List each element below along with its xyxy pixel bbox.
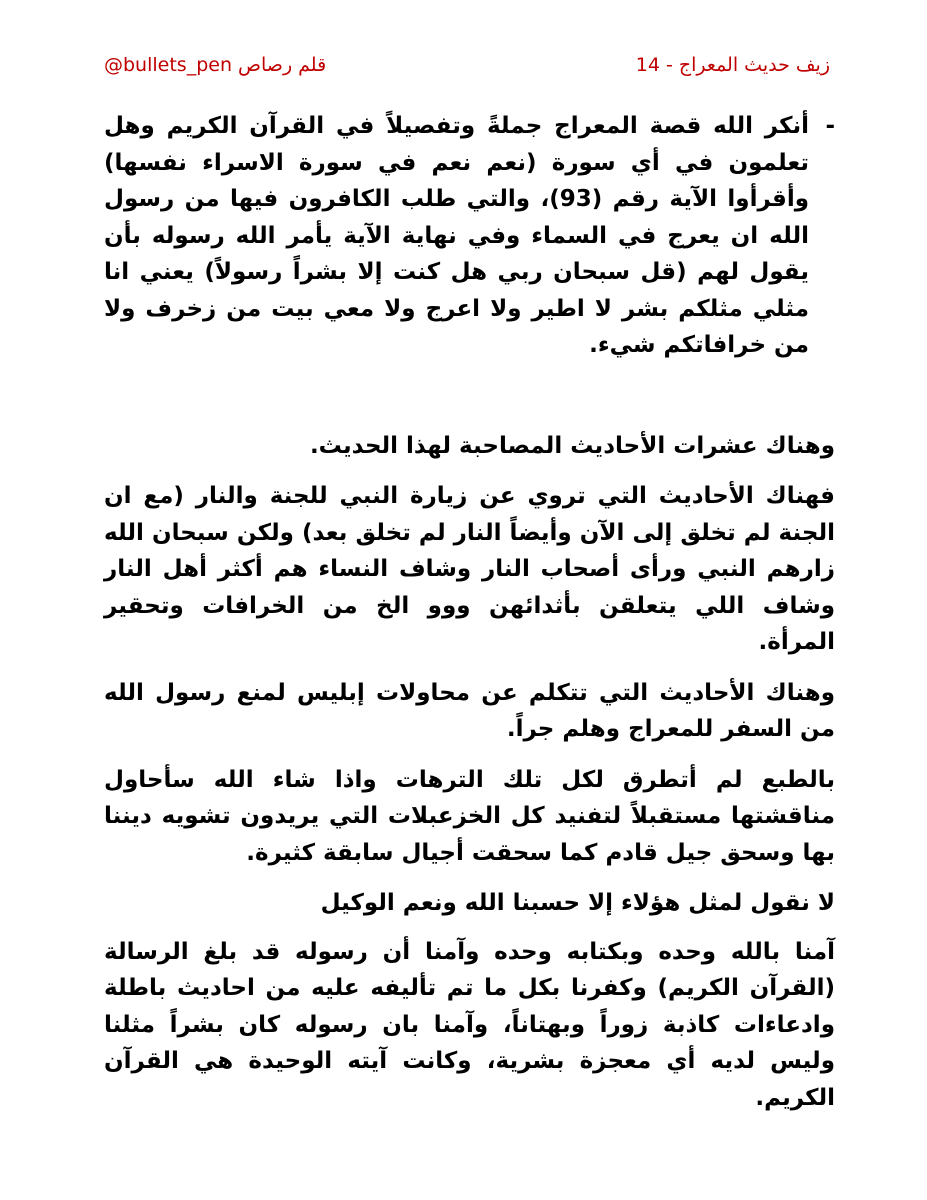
header-author-name: قلم رصاص xyxy=(238,54,327,76)
bullet-item xyxy=(104,108,835,364)
paragraph: آمنا بالله وحده وبكتابه وحده وآمنا أن رسوله قد بلغ الرسالة (القرآن الكريم) وكفرنا بكل ما تم تأليفه عليه من احاديث باطلة وادعاءات كاذبة زوراً وبهتاناً، وآمنا بان رسوله كان بشراً مثلنا وليس لديه أي معجزة بشرية، وكانت آيته الوحيدة هي القرآن الكريم. xyxy=(104,938,835,1111)
paragraph: وهناك عشرات الأحاديث المصاحبة لهذا الحديث. xyxy=(309,432,835,459)
header-handle: @bullets_pen xyxy=(104,54,232,76)
header-author xyxy=(104,54,326,76)
paragraph: فهناك الأحاديث التي تروي عن زيارة النبي للجنة والنار (مع ان الجنة لم تخلق إلى الآن وأيضاً النار لم تخلق بعد) ولكن سبحان الله زارهم النبي ورأى أصحاب النار وشاف النساء هم أكثر أهل النار وشاف اللي يتعلقن بأثدائهن ووو الخ من الخرافات وتحقير المرأة. xyxy=(104,483,835,655)
bullet-marker: - xyxy=(825,113,835,139)
paragraph: لا نقول لمثل هؤلاء إلا حسبنا الله ونعم الوكيل xyxy=(320,890,835,916)
header-title: زيف حديث المعراج - 14 xyxy=(635,54,830,76)
paragraph: بالطبع لم أتطرق لكل تلك الترهات واذا شاء الله سأحاول مناقشتها مستقبلاً لتفنيد كل الخزعبلات التي يريدون تشويه ديننا بها وسحق جيل قادم كما سحقت أجيال سابقة كثيرة. xyxy=(104,766,835,866)
paragraph: وهناك الأحاديث التي تتكلم عن محاولات إبليس لمنع رسول الله من السفر للمعراج وهلم جراً. xyxy=(104,679,835,742)
bullet-text: أنكر الله قصة المعراج جملةً وتفصيلاً في القرآن الكريم وهل تعلمون في أي سورة (نعم نعم في سورة الاسراء نفسها) وأقرأوا الآية رقم (93)، والتي طلب الكافرون فيها من رسول الله ان يعرج في السماء وفي نهاية الآية يأمر الله رسوله بأن يقول لهم (قل سبحان ربي هل كنت إلا بشراً رسولاً) يعني انا مثلي مثلكم بشر لا اطير ولا اعرج ولا معي بيت من زخرف ولا من خرافاتكم شيء. xyxy=(104,113,809,358)
document-body xyxy=(104,108,835,1130)
page-header xyxy=(104,50,830,80)
